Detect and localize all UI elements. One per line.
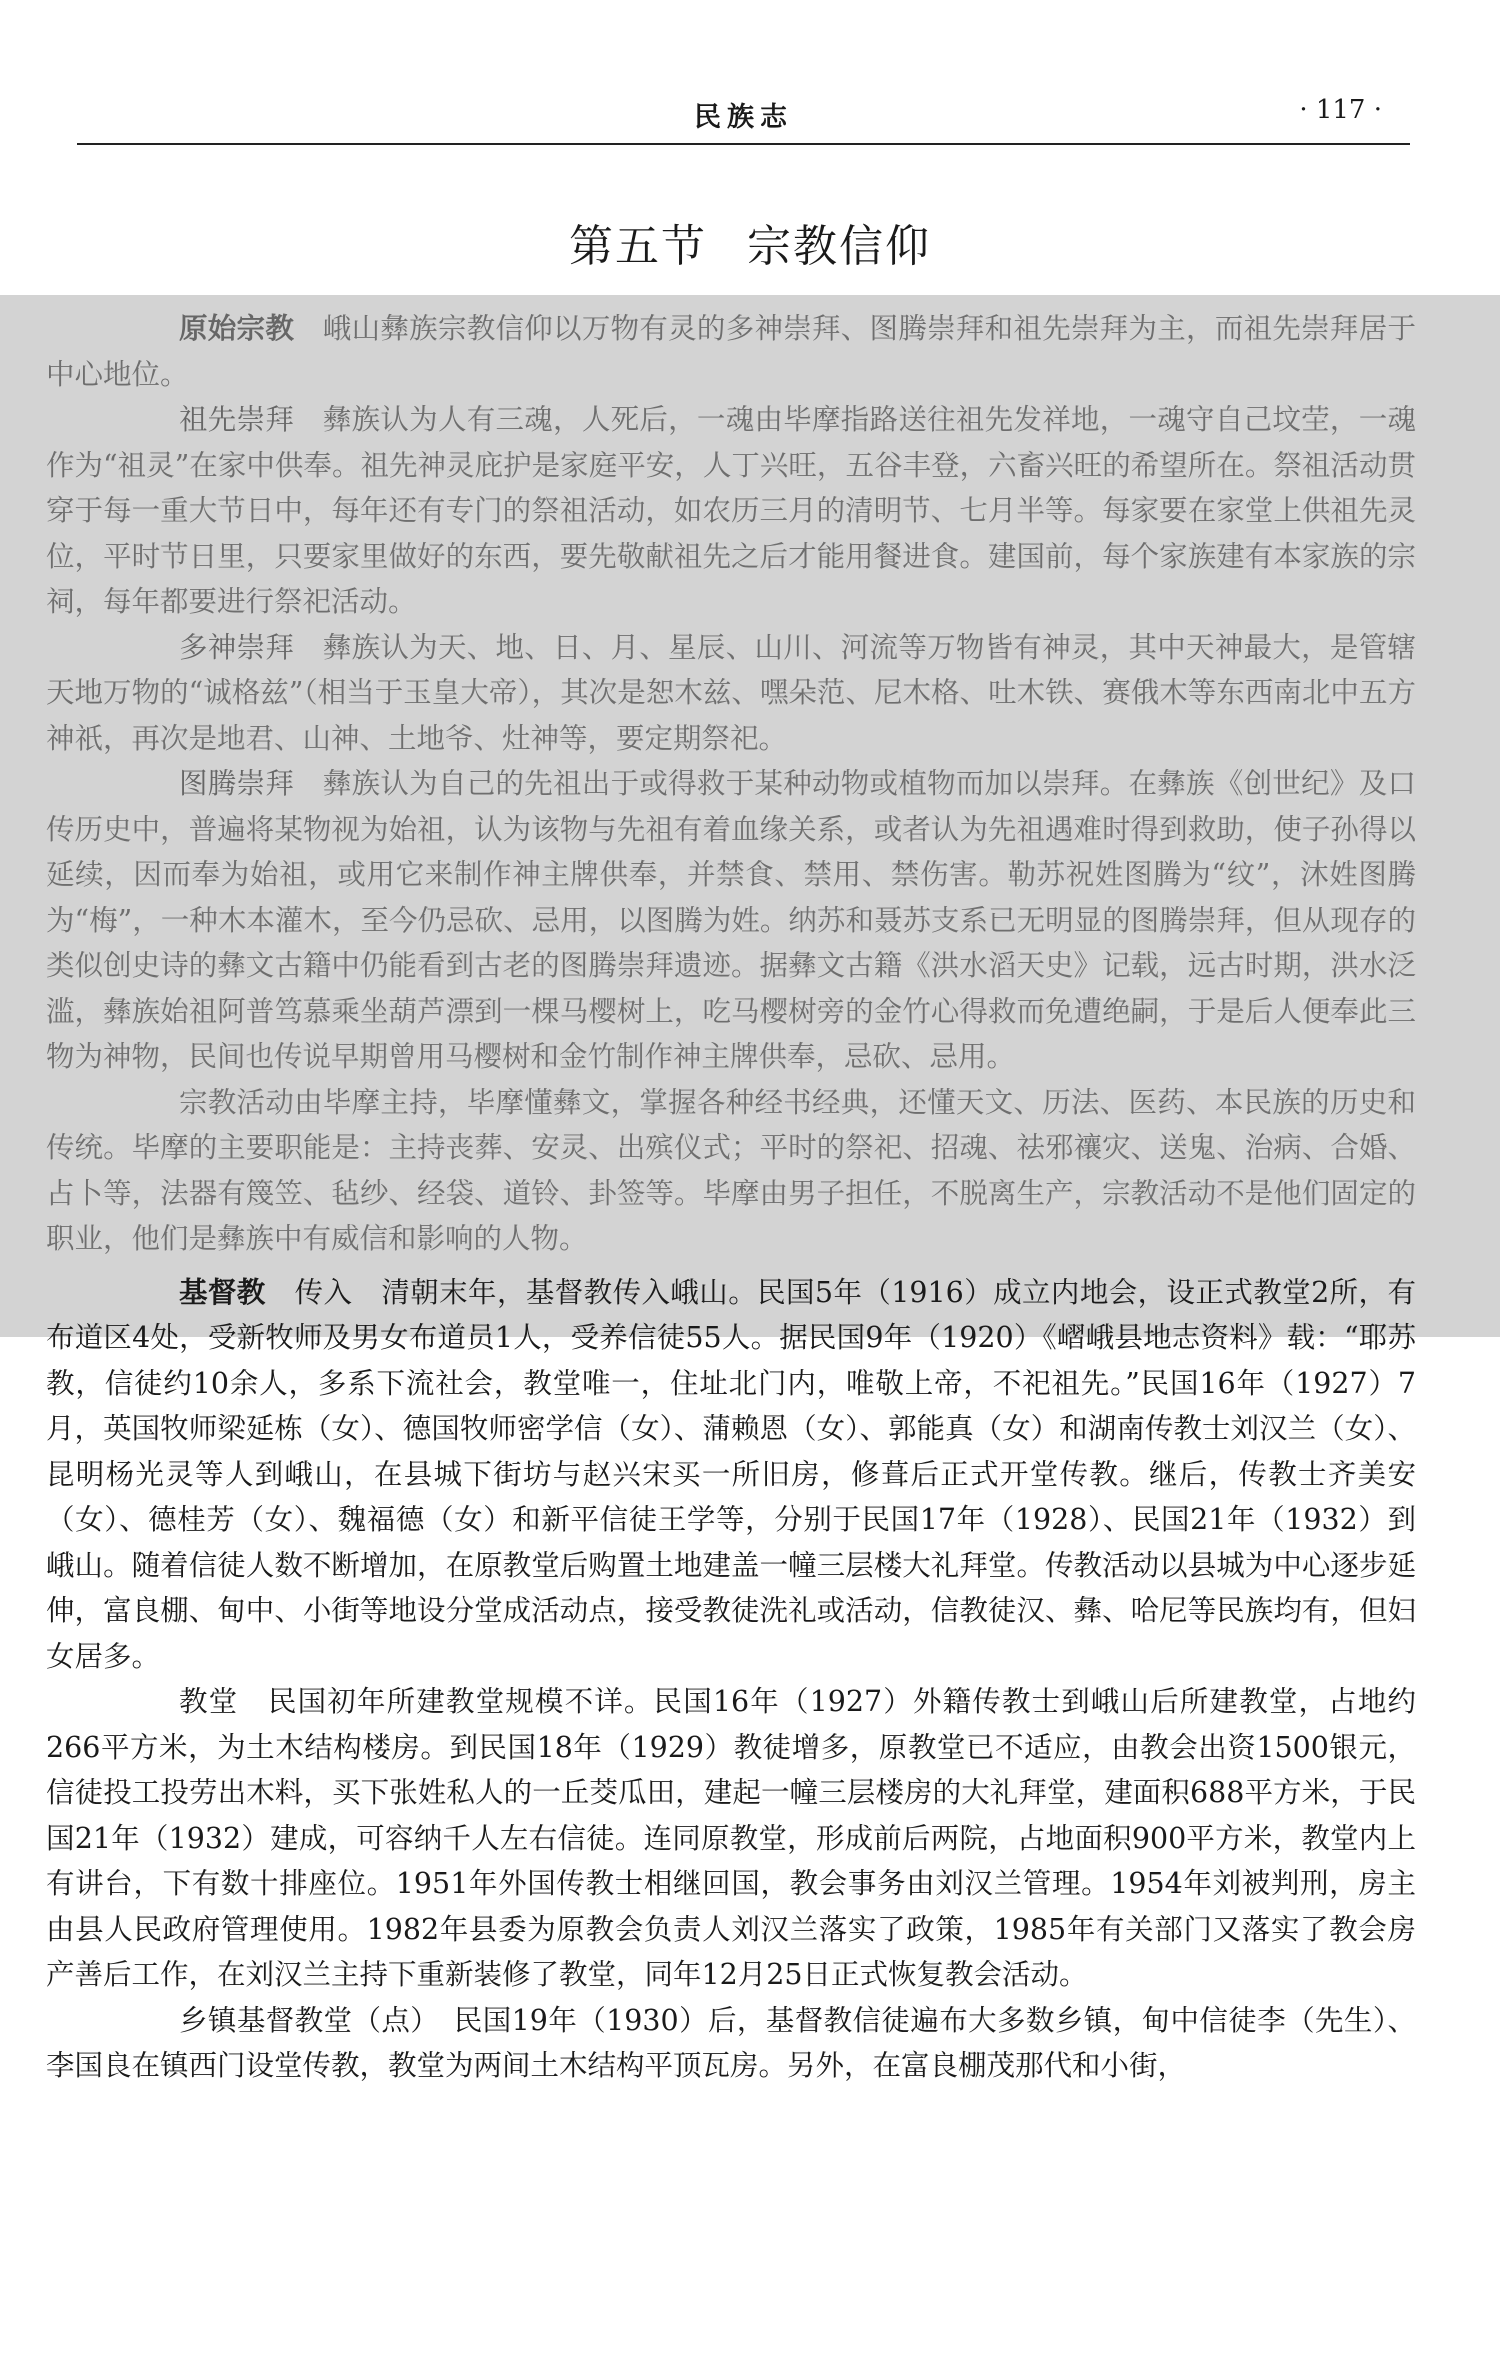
paragraph-religious-activity xyxy=(0,1080,1500,1262)
paragraph-primitive-religion xyxy=(0,306,1500,397)
paragraph-text: 彝族认为天、地、日、月、星辰、山川、河流等万物皆有神灵，其中天神最大，是管辖天地万物的“诚格兹”（相当于玉皇大帝），其次是恕木兹、嘿朵范、尼木格、吐木铁、赛俄木等东西南北中五方神祇，再次是地君、山神、土地爷、灶神等，要定期祭祀。 xyxy=(46,630,1416,755)
paragraph-township-churches xyxy=(0,1998,1500,2089)
paragraph-text: 峨山彝族宗教信仰以万物有灵的多神崇拜、图腾崇拜和祖先崇拜为主，而祖先崇拜居于中心地位。 xyxy=(46,312,1416,391)
paragraph-ancestor-worship xyxy=(0,397,1500,625)
running-header xyxy=(77,95,1410,145)
paragraph-head: 图腾崇拜 xyxy=(179,767,295,800)
paragraph-text: 民国19年（1930）后，基督教信徒遍布大多数乡镇，甸中信徒李（先生）、李国良在镇西门设堂传教，教堂为两间土木结构平顶瓦房。另外，在富良棚茂那代和小街， xyxy=(46,2003,1416,2082)
paragraph-polytheism xyxy=(0,625,1500,762)
body-text xyxy=(0,306,1500,2089)
section-label: 第五节 xyxy=(569,221,707,272)
page-number: · 117 · xyxy=(1299,95,1382,125)
paragraph-head: 基督教 xyxy=(179,1274,266,1309)
section-heading xyxy=(0,210,1500,274)
running-header-title: 民族志 xyxy=(694,102,793,133)
paragraph-text: 民国初年所建教堂规模不详。民国16年（1927）外籍传教士到峨山后所建教堂，占地约266平方米，为土木结构楼房。到民国18年（1929）教徒增多，原教堂已不适应，由教会出资1500银元，信徒投工投劳出木料，买下张姓私人的一丘茭瓜田，建起一幢三层楼房的大礼拜堂，建面积688平方米，于民国21年（1932）建成，可容纳千人左右信徒。连同原教堂，形成前后两院，占地面积900平方米，教堂内上有讲台，下有数十排座位。1951年外国传教士相继回国，教会事务由刘汉兰管理。1954年刘被判刑，房主由县人民政府管理使用。1982年县委为原教会负责人刘汉兰落实了政策，1985年有关部门又落实了教会房产善后工作，在刘汉兰主持下重新装修了教堂，同年12月25日正式恢复教会活动。 xyxy=(46,1685,1416,1991)
paragraph-head: 原始宗教 xyxy=(179,311,295,345)
paragraph-head: 乡镇基督教堂（点） xyxy=(179,2003,425,2037)
paragraph-text: 清朝末年，基督教传入峨山。民国5年（1916）成立内地会，设正式教堂2所，有布道区4处，受新牧师及男女布道员1人，受养信徒55人。据民国9年（1920）《嶍峨县地志资料》载：“耶苏教，信徒约10余人，多系下流社会，教堂唯一，住址北门内，唯敬上帝，不祀祖先。”民国16年（1927）7月，英国牧师梁延栋（女）、德国牧师密学信（女）、蒲赖恩（女）、郭能真（女）和湖南传教士刘汉兰（女）、昆明杨光灵等人到峨山，在县城下街坊与赵兴宋买一所旧房，修葺后正式开堂传教。继后，传教士齐美安（女）、德桂芳（女）、魏福德（女）和新平信徒王学等，分别于民国17年（1928）、民国21年（1932）到峨山。随着信徒人数不断增加，在原教堂后购置土地建盖一幢三层楼大礼拜堂。传教活动以县城为中心逐步延伸，富良棚、甸中、小街等地设分堂成活动点，接受教徒洗礼或活动，信教徒汉、彝、哈尼等民族均有，但妇女居多。 xyxy=(46,1275,1416,1673)
paragraph-head: 教堂 xyxy=(179,1685,239,1718)
paragraph-subhead: 传入 xyxy=(294,1275,353,1309)
section-name: 宗教信仰 xyxy=(747,221,931,272)
paragraph-head: 祖先崇拜 xyxy=(179,403,295,436)
shaded-section xyxy=(0,306,1500,1262)
paragraph-totem-worship xyxy=(0,761,1500,1080)
paragraph-christianity xyxy=(0,1270,1500,1680)
paragraph-church xyxy=(0,1679,1500,1998)
paragraph-text: 彝族认为自己的先祖出于或得救于某种动物或植物而加以崇拜。在彝族《创世纪》及口传历史中，普遍将某物视为始祖，认为该物与先祖有着血缘关系，或者认为先祖遇难时得到救助，使子孙得以延续，因而奉为始祖，或用它来制作神主牌供奉，并禁食、禁用、禁伤害。勒苏祝姓图腾为“纹”，沐姓图腾为“梅”，一种木本灌木，至今仍忌砍、忌用，以图腾为姓。纳苏和聂苏支系已无明显的图腾崇拜，但从现存的类似创史诗的彝文古籍中仍能看到古老的图腾崇拜遗迹。据彝文古籍《洪水滔天史》记载，远古时期，洪水泛滥，彝族始祖阿普笃慕乘坐葫芦漂到一棵马樱树上，吃马樱树旁的金竹心得救而免遭绝嗣，于是后人便奉此三物为神物，民间也传说早期曾用马樱树和金竹制作神主牌供奉，忌砍、忌用。 xyxy=(46,767,1416,1073)
paragraph-head: 多神崇拜 xyxy=(179,630,295,664)
paragraph-text: 彝族认为人有三魂，人死后，一魂由毕摩指路送往祖先发祥地，一魂守自己坟茔，一魂作为“祖灵”在家中供奉。祖先神灵庇护是家庭平安，人丁兴旺，五谷丰登，六畜兴旺的希望所在。祭祖活动贯穿于每一重大节日中，每年还有专门的祭祖活动，如农历三月的清明节、七月半等。每家要在家堂上供祖先灵位，平时节日里，只要家里做好的东西，要先敬献祖先之后才能用餐进食。建国前，每个家族建有本家族的宗祠，每年都要进行祭祀活动。 xyxy=(46,403,1416,618)
paragraph-text: 宗教活动由毕摩主持，毕摩懂彝文，掌握各种经书经典，还懂天文、历法、医药、本民族的历史和传统。毕摩的主要职能是：主持丧葬、安灵、出殡仪式；平时的祭祀、招魂、祛邪禳灾、送鬼、治病、合婚、占卜等，法器有篾笠、毡纱、经袋、道铃、卦签等。毕摩由男子担任，不脱离生产，宗教活动不是他们固定的职业，他们是彝族中有威信和影响的人物。 xyxy=(46,1085,1416,1255)
